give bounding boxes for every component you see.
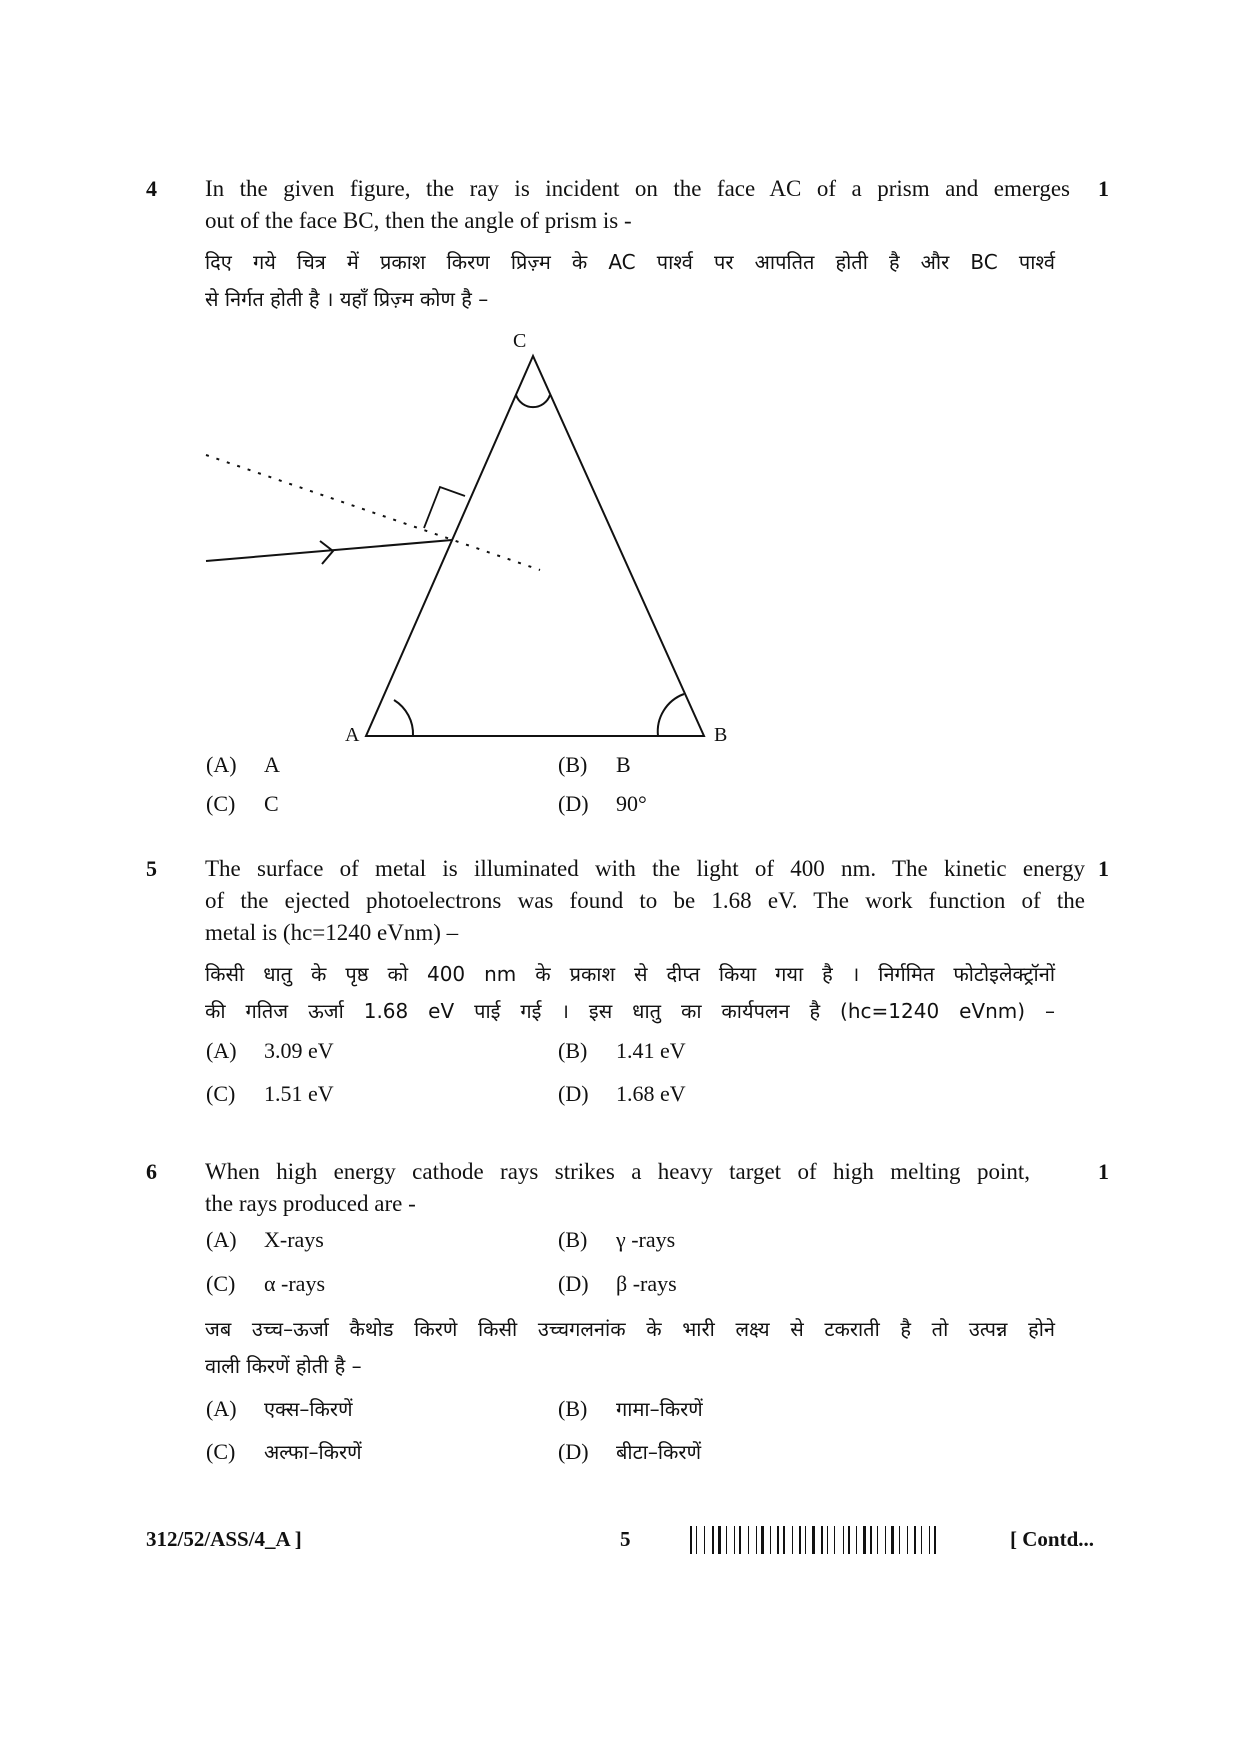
barcode-bar <box>853 1526 855 1554</box>
question-6-hindi-line: वाली किरणें होती है – <box>205 1354 362 1378</box>
barcode-bar <box>734 1526 735 1554</box>
option-text: अल्फा–किरणें <box>264 1440 362 1464</box>
paper-code: 312/52/ASS/4_A ] <box>146 1527 302 1551</box>
question-4-english-line: out of the face BC, then the angle of prism is - <box>205 208 632 233</box>
question-6-english-line: the rays produced are - <box>205 1191 416 1216</box>
option-label: (D) <box>558 1439 589 1464</box>
barcode-bar <box>897 1526 898 1554</box>
barcode-bar <box>931 1526 932 1554</box>
option-text: 1.68 eV <box>616 1081 686 1106</box>
barcode-bar <box>885 1526 886 1554</box>
barcode-bar <box>751 1526 753 1554</box>
option-label: (B) <box>558 1396 588 1421</box>
barcode-bar <box>780 1526 781 1554</box>
option-text: गामा–किरणें <box>616 1397 703 1421</box>
barcode-bar <box>891 1526 894 1554</box>
barcode-bar <box>899 1526 900 1554</box>
barcode-bar <box>907 1526 908 1554</box>
barcode-bar <box>921 1526 922 1554</box>
barcode-bar <box>783 1526 785 1554</box>
barcode-bar <box>859 1526 860 1554</box>
q6-option-a <box>206 1227 324 1253</box>
barcode-bar <box>744 1526 747 1554</box>
barcode-bar <box>696 1526 697 1554</box>
barcode-bar <box>693 1526 694 1554</box>
question-4-number: 4 <box>146 176 157 201</box>
question-5-hindi <box>205 956 1055 1030</box>
barcode-bar <box>919 1526 920 1554</box>
barcode-bar <box>715 1526 716 1554</box>
barcode-bar <box>773 1526 774 1554</box>
option-label: (A) <box>206 1227 237 1252</box>
option-text: α -rays <box>264 1271 326 1296</box>
option-label: (C) <box>206 1271 236 1296</box>
question-5-number: 5 <box>146 856 157 881</box>
barcode-bar <box>827 1526 828 1554</box>
question-6-english-line: When high energy cathode rays strikes a heavy target of high melting point, <box>205 1159 1030 1184</box>
q6-option-d <box>558 1271 677 1297</box>
prism-triangle <box>366 356 704 736</box>
q6-option-c <box>206 1271 325 1297</box>
option-text: बीटा–किरणें <box>616 1440 702 1464</box>
option-text: A <box>264 752 280 777</box>
angle-b-arc <box>658 694 684 736</box>
incident-ray <box>206 540 452 561</box>
barcode-bar <box>875 1526 876 1554</box>
vertex-b-label: B <box>714 724 728 746</box>
barcode-bar <box>845 1526 846 1554</box>
option-label: (D) <box>558 1271 589 1296</box>
barcode-bar <box>726 1526 727 1554</box>
barcode-bar <box>887 1526 889 1554</box>
option-label: (D) <box>558 1081 589 1106</box>
option-text: γ -rays <box>616 1227 676 1252</box>
barcode-bar <box>799 1526 801 1554</box>
question-4-hindi-line: से निर्गत होती है । यहाँ प्रिज़्म कोण है – <box>205 287 489 311</box>
question-4-marks: 1 <box>1098 176 1109 201</box>
q6-hindi-option-d <box>558 1438 701 1465</box>
barcode-bar <box>767 1526 769 1554</box>
barcode-bar <box>770 1526 771 1554</box>
barcode-bar <box>718 1526 721 1554</box>
q6-option-b <box>558 1227 675 1253</box>
right-angle-marker <box>424 487 465 528</box>
barcode-bar <box>856 1526 857 1554</box>
option-text: 1.41 eV <box>616 1038 686 1063</box>
q5-option-b <box>558 1038 686 1064</box>
barcode-bar <box>831 1526 833 1554</box>
q5-option-d <box>558 1081 686 1107</box>
barcode-bar <box>795 1526 796 1554</box>
barcode-bar <box>929 1526 930 1554</box>
barcode-bar <box>700 1526 703 1554</box>
barcode-bar <box>880 1526 882 1554</box>
angle-c-arc <box>516 395 550 407</box>
question-5-english-line: The surface of metal is illuminated with the light of 400 nm. The kinetic energy <box>205 856 1085 881</box>
barcode-bar <box>712 1526 714 1554</box>
question-6-number: 6 <box>146 1159 157 1184</box>
barcode-bar <box>934 1526 936 1554</box>
barcode-bar <box>863 1526 866 1554</box>
option-text: β -rays <box>616 1271 677 1296</box>
barcode-bar <box>867 1526 868 1554</box>
option-text: 3.09 eV <box>264 1038 334 1063</box>
q4-option-c <box>206 791 279 817</box>
barcode-bar <box>843 1526 844 1554</box>
barcode-bar <box>805 1526 806 1554</box>
barcode-bar <box>739 1526 741 1554</box>
barcode-bar <box>729 1526 731 1554</box>
barcode-bar <box>914 1526 916 1554</box>
q4-option-a <box>206 752 280 778</box>
question-5-marks: 1 <box>1098 856 1109 881</box>
barcode-bar <box>834 1526 835 1554</box>
question-5-english-line: metal is (hc=1240 eVnm) – <box>205 920 459 945</box>
question-5-english <box>205 853 1085 949</box>
barcode-bar <box>748 1526 749 1554</box>
option-label: (C) <box>206 791 236 816</box>
barcode-bar <box>802 1526 803 1554</box>
barcode-bar <box>792 1526 793 1554</box>
question-6-marks: 1 <box>1098 1159 1109 1184</box>
barcode-bar <box>877 1526 878 1554</box>
barcode-bar <box>824 1526 825 1554</box>
option-text: 90° <box>616 791 647 816</box>
vertex-c-label: C <box>513 330 527 352</box>
option-label: (B) <box>558 1227 588 1252</box>
ray-arrow-icon <box>320 541 333 564</box>
question-5-english-line: of the ejected photoelectrons was found to be 1.68 eV. The work function of the <box>205 888 1085 913</box>
question-6-english <box>205 1156 1030 1220</box>
option-label: (B) <box>558 752 588 777</box>
question-5-hindi-line: की गतिज ऊर्जा 1.68 eV पाई गई । इस धातु का कार्यपलन है (hc=1240 eVnm) – <box>205 999 1055 1023</box>
page-number: 5 <box>620 1527 631 1551</box>
barcode-bar <box>809 1526 811 1554</box>
q6-hindi-option-c <box>206 1438 362 1465</box>
option-label: (D) <box>558 791 589 816</box>
barcode-bar <box>817 1526 818 1554</box>
barcode-bar <box>724 1526 725 1554</box>
option-text: X-rays <box>264 1227 324 1252</box>
barcode-bar <box>909 1526 912 1554</box>
angle-a-arc <box>394 700 413 736</box>
vertex-a-label: A <box>345 724 360 746</box>
barcode-bar <box>690 1526 692 1554</box>
q5-option-c <box>206 1081 334 1107</box>
barcode-bar <box>837 1526 840 1554</box>
barcode-bar <box>707 1526 709 1554</box>
q6-hindi-option-b <box>558 1395 703 1422</box>
contd-label: [ Contd... <box>1010 1527 1095 1551</box>
option-text: एक्स–किरणें <box>264 1397 353 1421</box>
barcode-bar <box>788 1526 791 1554</box>
barcode-bar <box>704 1526 705 1554</box>
question-4-english-line: In the given figure, the ray is incident on the face AC of a prism and emerges <box>205 176 1070 201</box>
normal-line <box>206 455 540 570</box>
question-5-hindi-line: किसी धातु के पृष्ठ को 400 nm के प्रकाश से दीप्त किया गया है । निर्गमित फोटोइलेक्ट्रॉनों <box>205 962 1055 986</box>
option-text: B <box>616 752 631 777</box>
barcode-bar <box>758 1526 759 1554</box>
option-text: 1.51 eV <box>264 1081 334 1106</box>
q5-option-a <box>206 1038 334 1064</box>
question-6-hindi-line: जब उच्च–ऊर्जा कैथोड किरणे किसी उच्चगलनांक के भारी लक्ष्य से टकराती है तो उत्पन्न होने <box>205 1317 1055 1341</box>
option-text: C <box>264 791 279 816</box>
option-label: (A) <box>206 1038 237 1063</box>
barcode-bar <box>761 1526 764 1554</box>
q6-hindi-option-a <box>206 1395 353 1422</box>
q4-option-d <box>558 791 647 817</box>
barcode-bar <box>870 1526 872 1554</box>
q4-option-b <box>558 752 631 778</box>
option-label: (C) <box>206 1081 236 1106</box>
barcode-bar <box>756 1526 757 1554</box>
barcode-bar <box>777 1526 779 1554</box>
barcode-bar <box>812 1526 815 1554</box>
option-label: (B) <box>558 1038 588 1063</box>
option-label: (C) <box>206 1439 236 1464</box>
option-label: (A) <box>206 1396 237 1421</box>
barcode-bar <box>939 1526 942 1554</box>
barcode-bar <box>821 1526 823 1554</box>
barcode <box>690 1526 994 1554</box>
barcode-bar <box>848 1526 850 1554</box>
question-6-hindi <box>205 1311 1055 1385</box>
question-4-hindi-line: दिए गये चित्र में प्रकाश किरण प्रिज़्म के AC पार्श्व पर आपतित होती है और BC पार्श्व <box>205 250 1055 274</box>
barcode-bar <box>902 1526 904 1554</box>
barcode-bar <box>924 1526 926 1554</box>
barcode-bar <box>736 1526 737 1554</box>
option-label: (A) <box>206 752 237 777</box>
